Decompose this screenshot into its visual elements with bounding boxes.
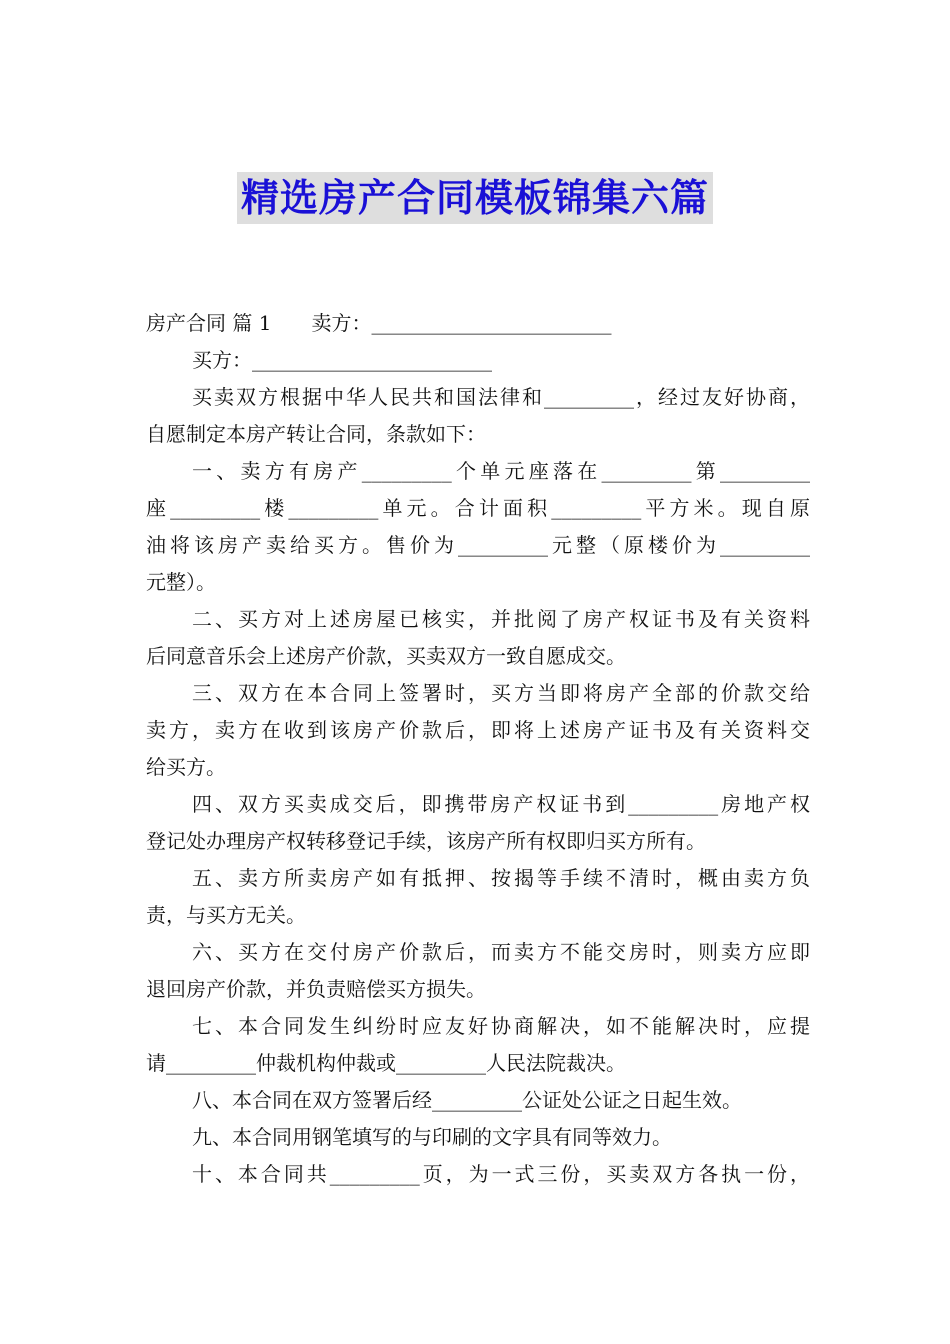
clause-8-line: 八、本合同在双方签署后经_________公证处公证之日起生效。 <box>192 1088 742 1112</box>
paragraph-line: 买卖双方根据中华人民共和国法律和_________，经过友好协商， <box>192 385 810 409</box>
clause-1-line: 一、卖方有房产_________个单元座落在_________第_________ <box>192 459 810 483</box>
clause-1-line: 油将该房产卖给买方。售价为_________元整（原楼价为_________ <box>146 533 810 557</box>
clause-7-line: 七、本合同发生纠纷时应友好协商解决，如不能解决时，应提 <box>192 1014 810 1038</box>
clause-3-line: 三、双方在本合同上签署时，买方当即将房产全部的价款交给 <box>192 681 810 705</box>
clause-10-line: 十、本合同共_________页，为一式三份，买卖双方各执一份， <box>192 1162 810 1186</box>
title-container <box>0 172 950 224</box>
clause-3-line: 给买方。 <box>146 755 226 779</box>
clause-1-line: 元整）。 <box>146 570 216 594</box>
heading-line <box>146 305 810 342</box>
section-heading: 房产合同 篇 1 <box>146 311 272 335</box>
clause-6-line: 退回房产价款，并负责赔偿买方损失。 <box>146 977 486 1001</box>
clause-1-line: 座_________楼_________单元。合计面积_________平方米。现自原 <box>146 496 810 520</box>
clause-9-line: 九、本合同用钢笔填写的与印刷的文字具有同等效力。 <box>192 1125 672 1149</box>
clause-5-line: 责，与买方无关。 <box>146 903 306 927</box>
clause-4-line: 四、双方买卖成交后，即携带房产权证书到_________房地产权 <box>192 792 810 816</box>
clause-6-line: 六、买方在交付房产价款后，而卖方不能交房时，则卖方应即 <box>192 940 810 964</box>
clause-2-line: 后同意音乐会上述房产价款，买卖双方一致自愿成交。 <box>146 644 626 668</box>
clause-4-line: 登记处办理房产权转移登记手续，该房产所有权即归买方所有。 <box>146 829 706 853</box>
document-title: 精选房产合同模板锦集六篇 <box>237 172 713 224</box>
clause-2-line: 二、买方对上述房屋已核实，并批阅了房产权证书及有关资料 <box>192 607 810 631</box>
paragraph-line: 自愿制定本房产转让合同，条款如下： <box>146 422 486 446</box>
document-body <box>146 305 810 1193</box>
clause-3-line: 卖方，卖方在收到该房产价款后，即将上述房产证书及有关资料交 <box>146 718 810 742</box>
seller-field: 卖方：________________________ <box>311 311 612 335</box>
clause-5-line: 五、卖方所卖房产如有抵押、按揭等手续不清时，概由卖方负 <box>192 866 810 890</box>
clause-7-line: 请_________仲裁机构仲裁或_________人民法院裁决。 <box>146 1051 626 1075</box>
buyer-line: 买方：________________________ <box>192 348 492 372</box>
